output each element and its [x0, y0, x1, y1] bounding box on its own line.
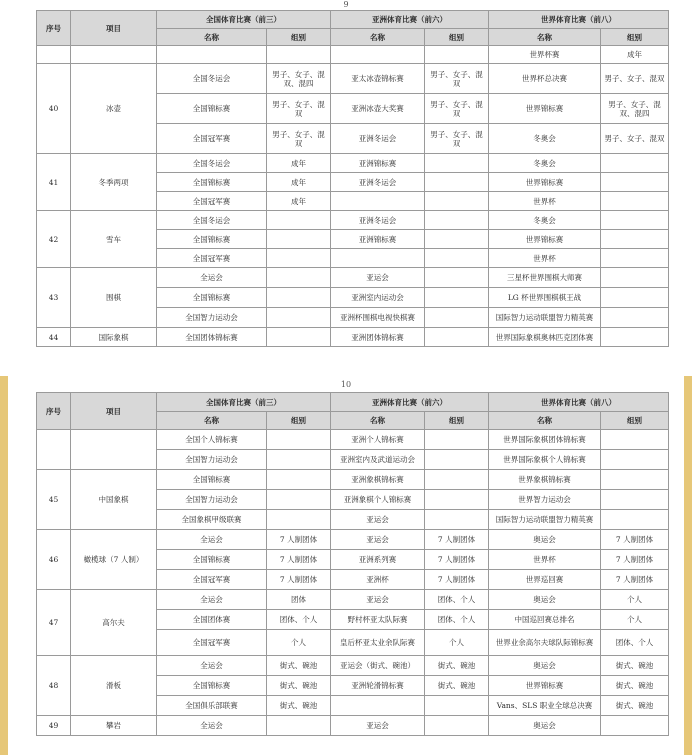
cell-name: 亚洲冬运会 [331, 124, 425, 154]
cell-name: 国际智力运动联盟智力精英赛 [489, 510, 601, 530]
cell-group [267, 328, 331, 347]
cell-group [601, 430, 669, 450]
header-group: 组别 [601, 29, 669, 46]
table-row [37, 470, 669, 490]
cell-group [425, 230, 489, 249]
cell-group [267, 450, 331, 470]
table-row [37, 154, 669, 173]
page-number: 9 [343, 0, 349, 9]
table-row [37, 430, 669, 450]
cell-group [425, 328, 489, 347]
cell-name [331, 46, 425, 64]
cell-group: 男子、女子、混双 [267, 94, 331, 124]
table-row [37, 716, 669, 736]
cell-name: 亚运会 [331, 716, 425, 736]
header-group: 组别 [267, 29, 331, 46]
cell-group [601, 230, 669, 249]
cell-name: 亚洲冬运会 [331, 173, 425, 192]
cell-name: 世界象棋锦标赛 [489, 470, 601, 490]
cell-group: 团体、个人 [267, 610, 331, 630]
cell-name: 奥运会 [489, 530, 601, 550]
cell-seq: 49 [37, 716, 71, 736]
cell-group: 7 人制团体 [425, 570, 489, 590]
header-name: 名称 [489, 29, 601, 46]
cell-name: 亚洲系列赛 [331, 550, 425, 570]
cell-name: Vans、SLS 职业全球总决赛 [489, 696, 601, 716]
cell-item: 冬季两项 [71, 154, 157, 211]
cell-name: 世界杯 [489, 550, 601, 570]
cell-group [425, 430, 489, 450]
cell-group [601, 192, 669, 211]
cell-group [267, 430, 331, 450]
competition-table [36, 392, 669, 736]
cell-group [267, 308, 331, 328]
cell-name: 奥运会 [489, 590, 601, 610]
cell-group [425, 696, 489, 716]
cell-name: 中国巡回赛总排名 [489, 610, 601, 630]
cell-group [267, 211, 331, 230]
cell-name: 全国锦标赛 [157, 288, 267, 308]
cell-name [331, 192, 425, 211]
cell-item: 冰壶 [71, 64, 157, 154]
competition-table [36, 10, 669, 347]
cell-name: 亚洲团体锦标赛 [331, 328, 425, 347]
cell-name: 全国冠军赛 [157, 192, 267, 211]
cell-group [601, 249, 669, 268]
header-group: 组别 [425, 412, 489, 430]
cell-name: 全运会 [157, 530, 267, 550]
table-row [37, 656, 669, 676]
header-national: 全国体育比赛（前三） [157, 11, 331, 29]
cell-item [71, 46, 157, 64]
cell-name: 世界杯总决赛 [489, 64, 601, 94]
header-name: 名称 [331, 29, 425, 46]
cell-name: 亚洲室内运动会 [331, 288, 425, 308]
table-row [37, 590, 669, 610]
left-decor-bar [0, 376, 8, 755]
cell-group: 街式、碗池 [601, 656, 669, 676]
cell-name [331, 696, 425, 716]
cell-group [425, 450, 489, 470]
cell-name: 冬奥会 [489, 154, 601, 173]
cell-seq: 46 [37, 530, 71, 590]
cell-name: 全国锦标赛 [157, 230, 267, 249]
cell-group: 团体、个人 [601, 630, 669, 656]
cell-item: 橄榄球（7 人制） [71, 530, 157, 590]
cell-name: 全国锦标赛 [157, 676, 267, 696]
cell-group [601, 716, 669, 736]
cell-name: 亚洲象棋个人锦标赛 [331, 490, 425, 510]
header-seq: 序号 [37, 11, 71, 46]
header-seq: 序号 [37, 393, 71, 430]
cell-group [267, 46, 331, 64]
cell-group: 7 人制团体 [267, 530, 331, 550]
cell-name: 世界杯赛 [489, 46, 601, 64]
cell-name: 全国团体赛 [157, 610, 267, 630]
cell-name: 冬奥会 [489, 124, 601, 154]
cell-group [601, 490, 669, 510]
table-row [37, 46, 669, 64]
cell-group: 7 人制团体 [267, 550, 331, 570]
cell-group [601, 288, 669, 308]
cell-group [267, 470, 331, 490]
cell-group [601, 450, 669, 470]
cell-group: 成年 [601, 46, 669, 64]
cell-name: 全国冬运会 [157, 211, 267, 230]
cell-name: 世界业余高尔夫球队际锦标赛 [489, 630, 601, 656]
cell-group: 男子、女子、混双 [267, 124, 331, 154]
cell-name: 全国智力运动会 [157, 450, 267, 470]
cell-item: 雪车 [71, 211, 157, 268]
header-asian: 亚洲体育比赛（前六） [331, 393, 489, 412]
table-row [37, 64, 669, 94]
cell-seq [37, 46, 71, 64]
cell-group: 7 人制团体 [601, 530, 669, 550]
cell-name: 全国个人锦标赛 [157, 430, 267, 450]
cell-item: 国际象棋 [71, 328, 157, 347]
cell-group: 男子、女子、混双、混四 [267, 64, 331, 94]
cell-group [425, 211, 489, 230]
header-name: 名称 [157, 412, 267, 430]
header-group: 组别 [601, 412, 669, 430]
cell-group [601, 173, 669, 192]
cell-group: 成年 [267, 192, 331, 211]
cell-name: 全运会 [157, 656, 267, 676]
cell-group [267, 510, 331, 530]
cell-group [267, 230, 331, 249]
cell-seq: 47 [37, 590, 71, 656]
cell-group: 街式、碗池 [267, 696, 331, 716]
cell-name: LG 杯世界围棋棋王战 [489, 288, 601, 308]
header-group: 组别 [425, 29, 489, 46]
cell-group: 7 人制团体 [425, 550, 489, 570]
cell-group [601, 470, 669, 490]
cell-seq: 44 [37, 328, 71, 347]
right-decor-bar [684, 376, 692, 755]
cell-group [601, 154, 669, 173]
table-row [37, 268, 669, 288]
cell-name: 世界智力运动会 [489, 490, 601, 510]
cell-group: 男子、女子、混双、混四 [601, 94, 669, 124]
cell-group [425, 308, 489, 328]
cell-group: 个人 [267, 630, 331, 656]
cell-name: 全国锦标赛 [157, 173, 267, 192]
cell-name: 亚洲冰壶大奖赛 [331, 94, 425, 124]
cell-name: 世界巡回赛 [489, 570, 601, 590]
cell-item: 围棋 [71, 268, 157, 328]
cell-group [267, 716, 331, 736]
table-row [37, 328, 669, 347]
cell-group: 街式、碗池 [425, 656, 489, 676]
cell-group: 7 人制团体 [601, 570, 669, 590]
cell-group [601, 308, 669, 328]
cell-name: 世界杯 [489, 192, 601, 211]
cell-name: 全国冬运会 [157, 64, 267, 94]
cell-name: 国际智力运动联盟智力精英赛 [489, 308, 601, 328]
cell-group [425, 716, 489, 736]
cell-name [157, 46, 267, 64]
cell-name: 亚运会 [331, 268, 425, 288]
cell-group [425, 154, 489, 173]
cell-group: 个人 [601, 590, 669, 610]
cell-group: 团体、个人 [425, 610, 489, 630]
cell-group: 街式、碗池 [601, 676, 669, 696]
cell-name: 亚洲杯 [331, 570, 425, 590]
cell-name: 世界国际象棋奥林匹克团体赛 [489, 328, 601, 347]
cell-seq: 43 [37, 268, 71, 328]
cell-group: 7 人制团体 [601, 550, 669, 570]
cell-name: 全国锦标赛 [157, 550, 267, 570]
cell-item: 滑板 [71, 656, 157, 716]
cell-name: 亚运会 [331, 510, 425, 530]
cell-group [425, 173, 489, 192]
cell-group [425, 46, 489, 64]
cell-name: 全国智力运动会 [157, 308, 267, 328]
cell-group: 街式、碗池 [267, 656, 331, 676]
header-national: 全国体育比赛（前三） [157, 393, 331, 412]
cell-name: 全国团体锦标赛 [157, 328, 267, 347]
cell-name: 全国冬运会 [157, 154, 267, 173]
cell-item: 攀岩 [71, 716, 157, 736]
cell-name: 全国锦标赛 [157, 94, 267, 124]
cell-name: 亚洲轮滑锦标赛 [331, 676, 425, 696]
cell-name: 全国智力运动会 [157, 490, 267, 510]
cell-group: 7 人制团体 [425, 530, 489, 550]
cell-name: 亚洲象棋锦标赛 [331, 470, 425, 490]
cell-seq: 40 [37, 64, 71, 154]
cell-name: 世界锦标赛 [489, 676, 601, 696]
cell-group: 个人 [425, 630, 489, 656]
cell-group: 男子、女子、混双 [425, 64, 489, 94]
cell-group: 街式、碗池 [601, 696, 669, 716]
table-row [37, 211, 669, 230]
header-asian: 亚洲体育比赛（前六） [331, 11, 489, 29]
cell-group [601, 510, 669, 530]
cell-name: 野村杯亚太队际赛 [331, 610, 425, 630]
cell-item: 中国象棋 [71, 470, 157, 530]
header-name: 名称 [331, 412, 425, 430]
cell-name: 亚运会 [331, 590, 425, 610]
cell-group: 成年 [267, 173, 331, 192]
header-world: 世界体育比赛（前八） [489, 393, 669, 412]
cell-group [267, 490, 331, 510]
cell-group: 街式、碗池 [425, 676, 489, 696]
cell-name: 亚洲锦标赛 [331, 230, 425, 249]
cell-group: 街式、碗池 [267, 676, 331, 696]
cell-group [267, 268, 331, 288]
header-name: 名称 [489, 412, 601, 430]
cell-group: 成年 [267, 154, 331, 173]
cell-name: 全国冠军赛 [157, 630, 267, 656]
cell-name: 世界国际象棋个人锦标赛 [489, 450, 601, 470]
cell-name: 奥运会 [489, 656, 601, 676]
cell-name: 世界锦标赛 [489, 230, 601, 249]
cell-name: 亚洲个人锦标赛 [331, 430, 425, 450]
cell-group: 团体、个人 [425, 590, 489, 610]
cell-name: 全运会 [157, 268, 267, 288]
cell-name: 奥运会 [489, 716, 601, 736]
cell-name: 世界杯 [489, 249, 601, 268]
cell-group [425, 192, 489, 211]
cell-group [267, 288, 331, 308]
cell-group [425, 510, 489, 530]
cell-name: 亚洲室内及武道运动会 [331, 450, 425, 470]
cell-group [425, 470, 489, 490]
table-row [37, 530, 669, 550]
cell-seq [37, 430, 71, 470]
cell-name: 亚太冰壶锦标赛 [331, 64, 425, 94]
document-page-10 [20, 378, 672, 755]
header-name: 名称 [157, 29, 267, 46]
cell-name: 世界锦标赛 [489, 173, 601, 192]
cell-name: 全国俱乐部联赛 [157, 696, 267, 716]
cell-group [425, 249, 489, 268]
cell-group: 个人 [601, 610, 669, 630]
cell-group: 男子、女子、混双 [601, 124, 669, 154]
cell-group [425, 268, 489, 288]
cell-item [71, 430, 157, 470]
header-world: 世界体育比赛（前八） [489, 11, 669, 29]
cell-seq: 48 [37, 656, 71, 716]
header-item: 项目 [71, 393, 157, 430]
cell-group: 男子、女子、混双 [425, 94, 489, 124]
cell-group [425, 490, 489, 510]
cell-group [425, 288, 489, 308]
cell-name: 皇后杯亚太业余队际赛 [331, 630, 425, 656]
cell-name: 三星杯世界围棋大师赛 [489, 268, 601, 288]
cell-group: 男子、女子、混双 [425, 124, 489, 154]
cell-seq: 45 [37, 470, 71, 530]
cell-name: 亚运会（街式、碗池） [331, 656, 425, 676]
cell-group: 7 人制团体 [267, 570, 331, 590]
document-page-9 [20, 0, 672, 356]
cell-name: 全国冠军赛 [157, 570, 267, 590]
cell-group: 男子、女子、混双 [601, 64, 669, 94]
cell-name: 亚洲杯围棋电视快棋赛 [331, 308, 425, 328]
cell-name: 全国冠军赛 [157, 124, 267, 154]
cell-group [601, 211, 669, 230]
cell-name: 世界国际象棋团体锦标赛 [489, 430, 601, 450]
header-group: 组别 [267, 412, 331, 430]
cell-name: 全国象棋甲级联赛 [157, 510, 267, 530]
cell-name: 世界锦标赛 [489, 94, 601, 124]
cell-name: 全国锦标赛 [157, 470, 267, 490]
header-item: 项目 [71, 11, 157, 46]
cell-group: 团体 [267, 590, 331, 610]
cell-group [267, 249, 331, 268]
cell-group [601, 268, 669, 288]
cell-name: 亚运会 [331, 530, 425, 550]
cell-name [331, 249, 425, 268]
cell-seq: 41 [37, 154, 71, 211]
cell-name: 亚洲冬运会 [331, 211, 425, 230]
cell-name: 全运会 [157, 590, 267, 610]
cell-name: 全运会 [157, 716, 267, 736]
cell-item: 高尔夫 [71, 590, 157, 656]
cell-group [601, 328, 669, 347]
cell-name: 冬奥会 [489, 211, 601, 230]
page-number: 10 [340, 380, 352, 389]
cell-name: 亚洲锦标赛 [331, 154, 425, 173]
cell-seq: 42 [37, 211, 71, 268]
cell-name: 全国冠军赛 [157, 249, 267, 268]
